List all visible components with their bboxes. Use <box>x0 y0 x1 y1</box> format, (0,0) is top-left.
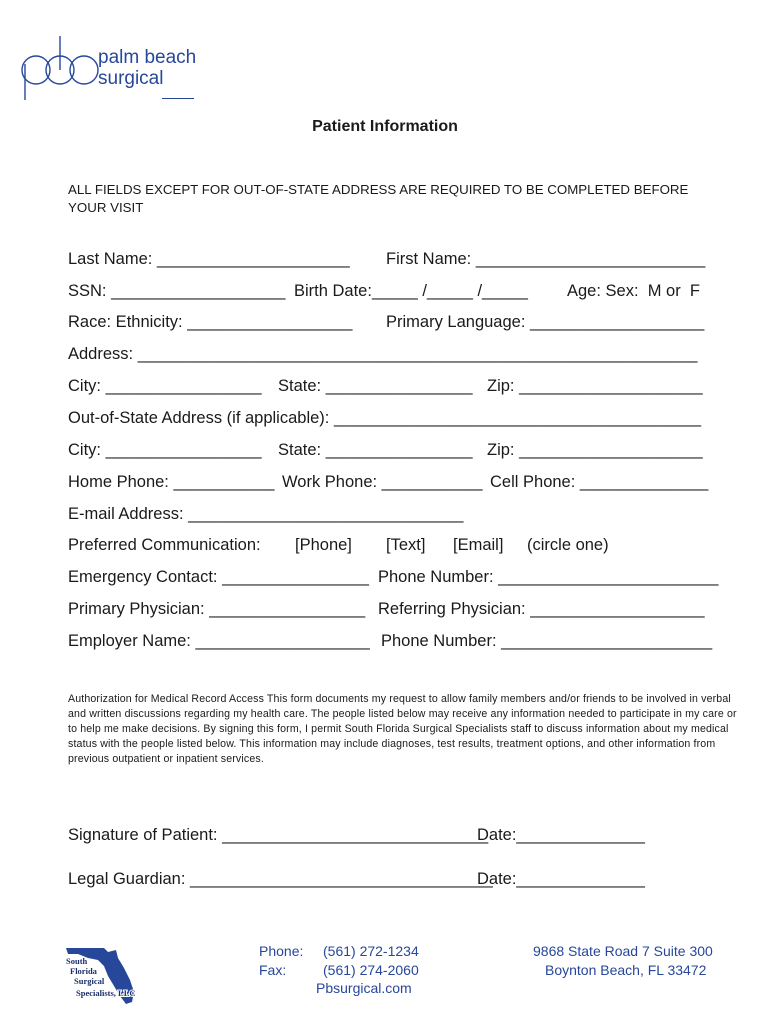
first-name-field[interactable]: First Name: _________________________ <box>386 250 706 268</box>
patient-date-field[interactable]: Date:______________ <box>477 826 645 844</box>
email-field[interactable]: E-mail Address: ______________________________ <box>68 505 464 523</box>
palm-beach-surgical-logo-icon <box>20 34 100 102</box>
patient-signature-field[interactable]: Signature of Patient: _____________________________ <box>68 826 489 844</box>
option-text[interactable]: [Text] <box>386 536 426 554</box>
oos-city-field[interactable]: City: _________________ <box>68 441 262 459</box>
home-phone-field[interactable]: Home Phone: ___________ <box>68 473 275 491</box>
zip-field[interactable]: Zip: ____________________ <box>487 377 703 395</box>
employer-phone-field[interactable]: Phone Number: _______________________ <box>381 632 713 650</box>
ssn-field[interactable]: SSN: ___________________ <box>68 282 286 300</box>
race-ethnicity-field[interactable]: Race: Ethnicity: __________________ <box>68 313 353 331</box>
city-field[interactable]: City: _________________ <box>68 377 262 395</box>
primary-language-field[interactable]: Primary Language: ___________________ <box>386 313 705 331</box>
option-phone[interactable]: [Phone] <box>295 536 352 554</box>
out-of-state-address-field[interactable]: Out-of-State Address (if applicable): ________________________________________ <box>68 409 702 427</box>
brand-name-line2: surgical <box>98 68 164 89</box>
authorization-paragraph: Authorization for Medical Record Access This form documents my request to allow family members and/or friends to be involved in verbal and written discussions regarding my health care. The people listed below may receive any information needed to participate in my care or to help me make decisions. By signing this form, I permit South Florida Surgical Specialists staff to discuss information about my medical status with the people listed below. This information may include diagnoses, test results, treatment options, and other information from previous outpatient or inpatient services. <box>68 693 737 765</box>
required-notice: ALL FIELDS EXCEPT FOR OUT-OF-STATE ADDRESS ARE REQUIRED TO BE COMPLETED BEFORE YOUR VISIT <box>68 182 689 215</box>
oos-state-field[interactable]: State: ________________ <box>278 441 473 459</box>
cell-phone-field[interactable]: Cell Phone: ______________ <box>490 473 709 491</box>
referring-physician-field[interactable]: Referring Physician: ___________________ <box>378 600 705 618</box>
work-phone-field[interactable]: Work Phone: ___________ <box>282 473 483 491</box>
address-line1: 9868 State Road 7 Suite 300 <box>533 943 713 959</box>
website-link[interactable]: Pbsurgical.com <box>316 980 412 996</box>
age-sex-field[interactable]: Age: Sex: M or F <box>567 282 700 300</box>
circle-one-hint: (circle one) <box>527 536 609 554</box>
option-email[interactable]: [Email] <box>453 536 504 554</box>
footer-logo-line3: Surgical <box>74 976 105 986</box>
footer-logo-line2: Florida <box>70 966 97 976</box>
birth-date-field[interactable]: Birth Date:_____ /_____ /_____ <box>294 282 528 300</box>
page-title: Patient Information <box>312 118 458 135</box>
phone-number[interactable]: (561) 272-1234 <box>323 943 419 959</box>
brand-name-line1: palm beach <box>98 47 197 68</box>
oos-zip-field[interactable]: Zip: ____________________ <box>487 441 703 459</box>
brand-underline <box>162 98 194 99</box>
primary-physician-field[interactable]: Primary Physician: _________________ <box>68 600 366 618</box>
footer-logo-line1: South <box>66 956 88 966</box>
emergency-contact-field[interactable]: Emergency Contact: ________________ <box>68 568 369 586</box>
fax-label: Fax: <box>259 962 287 978</box>
address-line2: Boynton Beach, FL 33472 <box>545 962 707 978</box>
south-florida-surgical-logo-icon <box>64 944 144 1006</box>
footer-logo-line4: Specialists, LLC <box>76 988 136 998</box>
address-field[interactable]: Address: _____________________________________________________________ <box>68 345 698 363</box>
state-field[interactable]: State: ________________ <box>278 377 473 395</box>
employer-name-field[interactable]: Employer Name: ___________________ <box>68 632 370 650</box>
emergency-phone-field[interactable]: Phone Number: ________________________ <box>378 568 719 586</box>
preferred-communication-label: Preferred Communication: <box>68 536 261 554</box>
last-name-field[interactable]: Last Name: _____________________ <box>68 250 350 268</box>
legal-guardian-field[interactable]: Legal Guardian: _________________________________ <box>68 870 493 888</box>
fax-number: (561) 274-2060 <box>323 962 419 978</box>
phone-label: Phone: <box>259 943 304 959</box>
guardian-date-field[interactable]: Date:______________ <box>477 870 645 888</box>
